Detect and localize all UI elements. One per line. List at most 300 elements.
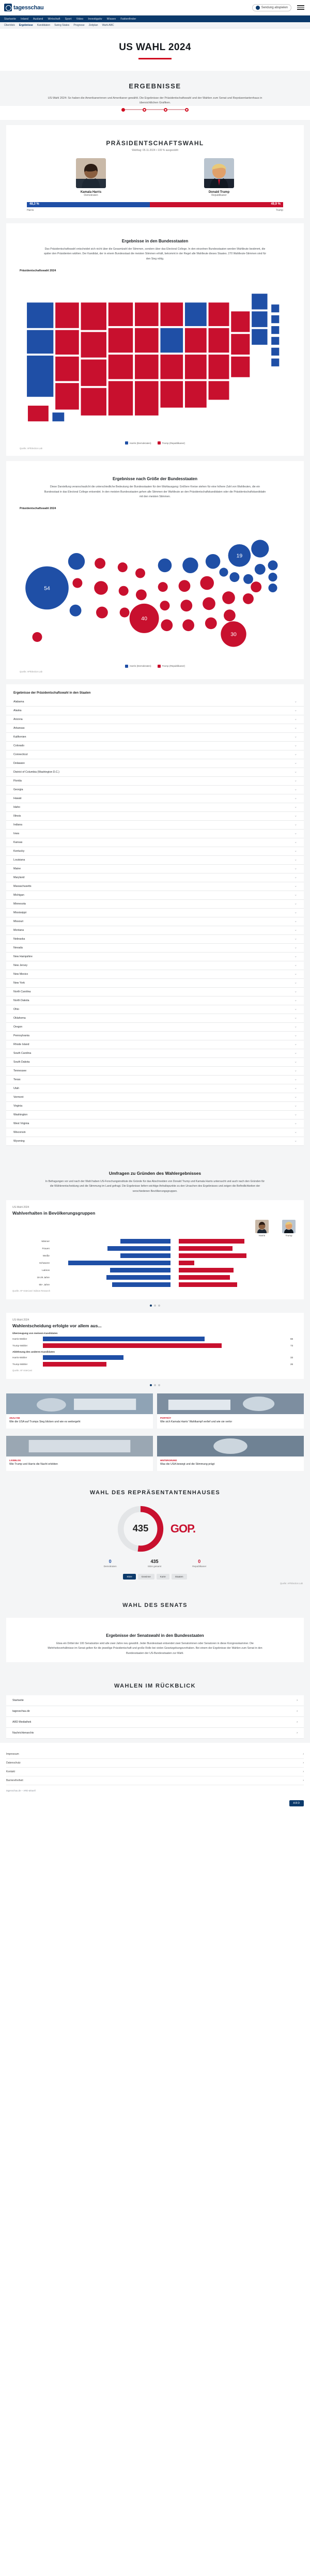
house-tab-sitze[interactable]: Sitze [123, 1574, 135, 1580]
step-dot-3[interactable] [164, 108, 167, 112]
state-row[interactable] [6, 917, 304, 926]
chart1-bar-trump [179, 1268, 234, 1276]
state-row[interactable] [6, 1076, 304, 1084]
chevron-down-icon: › [297, 1699, 298, 1703]
footer-link-label: Barrierefreiheit [6, 1779, 23, 1783]
svg-text:19: 19 [236, 553, 243, 559]
state-row[interactable] [6, 724, 304, 733]
chart1-bar-trump [179, 1246, 233, 1254]
teaser-card[interactable] [6, 1393, 153, 1429]
state-row[interactable] [6, 1023, 304, 1032]
chart1-group-row [12, 1275, 298, 1283]
bubble-legend-item-harris [125, 665, 151, 668]
electoral-college-heading: Ergebnisse in den Bundesstaaten [121, 238, 189, 243]
state-row[interactable] [6, 750, 304, 759]
state-row[interactable] [6, 698, 304, 707]
nav-item-startseite[interactable]: Startseite [4, 17, 17, 21]
state-name: North Dakota [13, 999, 29, 1002]
bubble-legend-item-trump [158, 665, 185, 668]
tagesschau-logo-text: tagesschau [13, 4, 44, 11]
chevron-down-icon: ‹ [295, 859, 298, 861]
teaser-kicker: LIVEBLOG [9, 1459, 21, 1462]
state-row[interactable] [6, 759, 304, 768]
chart1-group-label: Latinos [42, 1269, 50, 1272]
house-total-seats: 435 [132, 1522, 149, 1534]
popular-vote-captions [27, 209, 283, 212]
house-col-dem [104, 1559, 117, 1568]
state-row[interactable] [6, 1040, 304, 1049]
state-row[interactable] [6, 1111, 304, 1120]
state-row[interactable] [6, 1049, 304, 1058]
chart2-row-label: Harris-Wähler [12, 1356, 27, 1359]
survey-heading: Umfragen zu Gründen des Wahlergebnisses [109, 1170, 202, 1176]
nav-item-faktenfinder[interactable]: Faktenfinder [120, 17, 136, 21]
burger-menu-icon[interactable] [296, 4, 306, 11]
chart1-bar-trump [179, 1282, 237, 1290]
candidate-trump-party: Republikaner [211, 193, 227, 197]
electoral-map[interactable] [12, 274, 298, 439]
chevron-down-icon: ‹ [295, 1105, 298, 1107]
chevron-down-icon: ‹ [295, 754, 298, 755]
chart1-candidate-trump [280, 1220, 298, 1237]
presidential-heading-block [12, 131, 298, 153]
chevron-down-icon: ‹ [295, 701, 298, 702]
teaser-text [6, 1414, 153, 1429]
chevron-down-icon: ‹ [295, 956, 298, 957]
chart1-label-trump: Trump [285, 1234, 292, 1237]
chevron-down-icon: ‹ [295, 815, 298, 817]
state-name: Minnesota [13, 902, 26, 906]
retrospect-item-label: Startseite [12, 1699, 24, 1703]
chevron-down-icon: ‹ [295, 1131, 298, 1133]
state-name: Oregon [13, 1025, 23, 1029]
state-row[interactable] [6, 733, 304, 742]
size-map-text: Diese Darstellung veranschaulicht die unterschiedliche Bedeutung der Bundesstaaten für den Wahlausgang: Größere Kreise stehen für eine höhere Zahl von Wahlleuten, die ein Bundesstaat in das Electoral College entsendet. In den meisten Bundesstaaten gehen alle Stimmen der Wahlleute an den Präsidentschaftskandidaten oder die Präsidentschaftskandidatin mit den meisten Stimmen. [44, 485, 266, 499]
house-winner-label: GOP. [170, 1522, 196, 1535]
nav-item-wissen[interactable]: Wissen [106, 17, 116, 21]
state-row[interactable] [6, 715, 304, 724]
teaser-kicker: PORTRÄT [160, 1417, 172, 1420]
chevron-down-icon: ‹ [295, 771, 298, 773]
chart1-pagination[interactable] [0, 1305, 310, 1307]
popular-vote-bar [27, 202, 283, 207]
house-seat-numbers [0, 1559, 310, 1568]
chart2-rows [12, 1332, 298, 1367]
results-heading: ERGEBNISSE [129, 82, 181, 90]
chart1-avatar-harris [255, 1220, 269, 1233]
state-row[interactable] [6, 944, 304, 953]
state-row[interactable] [6, 856, 304, 865]
state-row[interactable] [6, 1005, 304, 1014]
chart1-value-trump: 55 [240, 1244, 243, 1247]
results-subtitle: US-Wahl 2024: So haben die Amerikanerinnen und Amerikaner gewählt. Die Ergebnisse der Präsidentschaftswahl und der Wahlen zum Senat und Repräsentantenhaus in übersichtlichen Grafiken. [48, 97, 262, 105]
candidate-trump[interactable] [155, 158, 283, 197]
chevron-down-icon: ‹ [295, 1017, 298, 1019]
site-footer [0, 1743, 310, 1797]
play-icon [256, 6, 260, 10]
chevron-down-icon: ‹ [295, 982, 298, 984]
chevron-down-icon: › [297, 1721, 298, 1724]
chevron-down-icon: ‹ [295, 885, 298, 887]
state-row[interactable] [6, 891, 304, 900]
teaser-kicker: ANALYSE [9, 1417, 20, 1420]
nav-item-wirtschaft[interactable]: Wirtschaft [48, 17, 60, 21]
teaser-image [157, 1436, 304, 1456]
chart2-dot-3[interactable] [158, 1384, 160, 1386]
state-name: Pennsylvania [13, 1034, 29, 1037]
step-seg-3 [167, 109, 185, 110]
house-tab-staaten[interactable]: Staaten [172, 1574, 187, 1580]
size-map-heading: Ergebnisse nach Größe der Bundesstaaten [112, 477, 198, 482]
state-name: Idaho [13, 805, 20, 809]
teaser-image [157, 1393, 304, 1414]
chevron-down-icon: ‹ [295, 824, 298, 825]
footer-link-label: Datenschutz [6, 1761, 21, 1765]
results-section [0, 71, 310, 1159]
teaser-image [6, 1393, 153, 1414]
state-row[interactable] [6, 979, 304, 988]
chart2-track [43, 1343, 288, 1348]
chart1-dot-1[interactable] [150, 1305, 152, 1307]
footer-link[interactable] [6, 1768, 304, 1776]
map-title: Präsidentschaftswahl 2024 [20, 269, 56, 272]
electoral-college-text-block [12, 229, 298, 262]
chart1-avatar-trump [282, 1220, 296, 1233]
chevron-down-icon: ‹ [295, 806, 298, 808]
chart1-candidate-legend [12, 1220, 298, 1237]
chevron-down-icon: ‹ [295, 1044, 298, 1045]
chart2-kicker: US-Wahl 2024 [12, 1318, 29, 1322]
popular-vote-dem-value: 48,3 % [29, 203, 39, 206]
retrospect-title: WAHLEN IM RÜCKBLICK [114, 1683, 196, 1690]
state-row[interactable] [6, 1102, 304, 1111]
bubble-map-source: Quelle: AP/Election Lab [20, 670, 42, 673]
state-name: Kalifornien [13, 735, 26, 739]
state-row[interactable] [6, 970, 304, 979]
chevron-down-icon: ‹ [295, 1026, 298, 1028]
teaser-card[interactable] [157, 1436, 304, 1471]
state-name: North Carolina [13, 990, 31, 993]
state-row[interactable] [6, 742, 304, 750]
state-row[interactable] [6, 830, 304, 838]
state-row[interactable] [6, 1137, 304, 1146]
teaser-card[interactable] [6, 1436, 153, 1471]
footer-link-label: Impressum [6, 1753, 19, 1756]
chevron-down-icon: › [297, 1710, 298, 1713]
step-dot-4[interactable] [185, 108, 189, 112]
chart1-group-row [12, 1282, 298, 1290]
state-row[interactable] [6, 812, 304, 821]
state-name: Wisconsin [13, 1130, 26, 1134]
chart1-value-trump: 49 [233, 1287, 236, 1290]
bubble-legend-label-trump: Trump (Republikaner) [162, 665, 185, 668]
state-name: Missouri [13, 919, 24, 923]
chevron-down-icon: ‹ [295, 1096, 298, 1098]
chart1-value-harris: 42 [122, 1244, 125, 1247]
subnav-item-zeitplan[interactable]: Zeitplan [88, 23, 98, 27]
chevron-down-icon: ‹ [295, 929, 298, 931]
state-row[interactable] [6, 786, 304, 794]
ard-logo: ARD [289, 1800, 304, 1806]
chart1-group-label: Männer [41, 1240, 50, 1243]
state-row[interactable] [6, 926, 304, 935]
chevron-down-icon: ‹ [295, 1061, 298, 1063]
chevron-down-icon: ‹ [295, 762, 298, 764]
chart1-group-row [12, 1253, 298, 1261]
state-name: Michigan [13, 893, 24, 897]
chevron-down-icon: ‹ [295, 727, 298, 729]
retrospect-item-label: Nachrichtenarchiv [12, 1731, 34, 1735]
popular-vote-dem-label: Harris [27, 208, 34, 212]
retrospect-item-label: ARD Mediathek [12, 1721, 32, 1724]
chevron-down-icon: ‹ [295, 745, 298, 746]
state-row[interactable] [6, 1084, 304, 1093]
state-row[interactable] [6, 1014, 304, 1023]
state-row[interactable] [6, 909, 304, 917]
chart1-value-trump: 57 [242, 1258, 245, 1261]
state-row[interactable] [6, 953, 304, 961]
house-tab-gewinne[interactable]: Gewinne [138, 1574, 154, 1580]
chart1-value-harris: 49 [114, 1287, 117, 1290]
retrospect-item[interactable] [6, 1706, 304, 1717]
state-name: Georgia [13, 788, 23, 791]
state-name: Oklahoma [13, 1016, 26, 1020]
house-source: Quelle: AP/Election Lab [280, 1582, 303, 1585]
state-name: New Jersey [13, 963, 28, 967]
chart2-track [43, 1362, 288, 1367]
retrospect-accordion [6, 1695, 304, 1739]
state-row[interactable] [6, 1058, 304, 1067]
state-row[interactable] [6, 1120, 304, 1128]
chevron-down-icon: ‹ [295, 1000, 298, 1001]
chevron-down-icon: ‹ [295, 1079, 298, 1080]
retrospect-section [0, 1672, 310, 1743]
state-name: Ohio [13, 1007, 19, 1011]
nav-item-video[interactable]: Video [76, 17, 84, 21]
senate-section [0, 1589, 310, 1672]
legend-label-harris: Harris (Demokraten) [129, 441, 151, 444]
chart1-value-trump: 13 [190, 1265, 193, 1268]
state-row[interactable] [6, 821, 304, 830]
chart2-value: 73 [290, 1344, 293, 1347]
chart1-group-label: 65+ Jahre [39, 1283, 50, 1286]
house-total-label: Sitze gesamt [147, 1565, 162, 1568]
retrospect-item[interactable] [6, 1728, 304, 1739]
svg-text:30: 30 [230, 632, 237, 638]
play-broadcast-button[interactable] [252, 4, 291, 11]
footer-link[interactable] [6, 1759, 304, 1768]
chart1-bar-harris [106, 1275, 171, 1283]
chart1-bar-trump [179, 1261, 194, 1268]
ard-logo-block [0, 1797, 310, 1814]
electoral-college-card [6, 223, 304, 456]
chart1-label-harris: Harris [258, 1234, 266, 1237]
chevron-down-icon: ‹ [295, 780, 298, 781]
secondary-nav[interactable] [0, 22, 310, 28]
state-name: Nevada [13, 946, 23, 949]
state-name: Iowa [13, 832, 19, 835]
state-row[interactable] [6, 794, 304, 803]
state-row[interactable] [6, 961, 304, 970]
chart-vote-motivation [6, 1313, 304, 1379]
state-name: Arizona [13, 717, 23, 721]
teaser-card[interactable] [157, 1393, 304, 1429]
chevron-down-icon: ‹ [295, 991, 298, 992]
chevron-down-icon: › [297, 1731, 298, 1735]
house-rep-value: 0 [198, 1558, 201, 1564]
svg-text:40: 40 [141, 616, 147, 622]
chart2-value: 33 [290, 1356, 293, 1359]
tagesschau-logo-mark [4, 4, 12, 11]
nav-item-investigativ[interactable]: Investigativ [88, 17, 102, 21]
state-name: Delaware [13, 761, 25, 765]
chart2-bar-row [12, 1355, 298, 1360]
state-row[interactable] [6, 935, 304, 944]
bubble-legend-swatch-harris [125, 665, 128, 668]
state-row[interactable] [6, 803, 304, 812]
chart1-bar-trump [179, 1253, 246, 1261]
chevron-down-icon: ‹ [295, 912, 298, 913]
state-row[interactable] [6, 847, 304, 856]
nav-item-inland[interactable]: Inland [21, 17, 28, 21]
subnav-item-swing-states[interactable]: Swing States [54, 23, 70, 27]
subnav-item-ueberblick[interactable]: Überblick [4, 23, 15, 27]
electoral-college-text: Das Präsidentschaftswahl entscheidet sich nicht über die Gesamtzahl der Stimmen, sondern über das Electoral College. In den einzelnen Bundesstaaten werden Wahlleute bestimmt, die später den Präsidenten wählen. Der Kandidat, der in einem Bundesstaat die meisten Stimmen erhält, bekommt in der Regel alle Wahlleute dieses Staates. 270 Wahlleute-Stimmen sind für den Sieg nötig. [43, 247, 267, 260]
footer-link[interactable] [6, 1750, 304, 1759]
state-name: Montana [13, 928, 24, 932]
senate-results-card [6, 1618, 304, 1663]
chevron-down-icon: ‹ [295, 850, 298, 852]
states-accordion [6, 684, 304, 1146]
size-map-title: Präsidentschaftswahl 2024 [20, 507, 56, 510]
chevron-right-icon: › [303, 1779, 304, 1783]
chart2-bar-row [12, 1362, 298, 1367]
bubble-legend-swatch-trump [158, 665, 161, 668]
state-row[interactable] [6, 838, 304, 847]
chart2-bar-fill [43, 1362, 106, 1367]
state-row[interactable] [6, 1067, 304, 1076]
teaser-text [157, 1456, 304, 1471]
teaser-row-1 [0, 1386, 310, 1429]
state-name: Nebraska [13, 937, 25, 941]
chart1-group-row [12, 1268, 298, 1276]
chevron-down-icon: ‹ [295, 1123, 298, 1124]
footer-link[interactable] [6, 1776, 304, 1785]
chevron-down-icon: ‹ [295, 947, 298, 948]
chevron-down-icon: ‹ [295, 868, 298, 869]
chart1-value-harris: 86 [70, 1265, 73, 1268]
state-row[interactable] [6, 1032, 304, 1040]
chart1-value-trump: 43 [226, 1280, 228, 1283]
states-accordion-heading: Ergebnisse der Präsidentschaftswahl in den Staaten [13, 691, 91, 695]
chevron-down-icon: ‹ [295, 718, 298, 720]
chevron-right-icon: › [303, 1770, 304, 1774]
subnav-item-kandidaten[interactable]: Kandidaten [37, 23, 51, 27]
chevron-down-icon: ‹ [295, 921, 298, 922]
chart1-value-harris: 54 [107, 1280, 111, 1283]
chart2-source: Quelle: AP VoteCast [12, 1369, 32, 1372]
state-row[interactable] [6, 707, 304, 715]
step-seg-2 [146, 109, 164, 110]
chart1-value-trump: 46 [229, 1272, 232, 1276]
subnav-item-wahl-abc[interactable]: Wahl-ABC [102, 23, 114, 27]
state-row[interactable] [6, 865, 304, 873]
primary-nav[interactable] [0, 16, 310, 22]
senate-results-text: Etwa ein Drittel der 100 Senatssitze wird alle zwei Jahre neu gewählt. Jeder Bundesstaat entsendet zwei Senatorinnen oder Senatoren in diese Kongresskammer. Die Mehrheitsverhältnisse im Senat gelten für die jeweilige Präsidentschaft und große Rolle bei vielen Gesetzgebungsvorhaben. Bei einem der Ergebnisse der Wahlen zum Senat in den Bundesstaaten der US-Bundesstaaten zur Wahl. [48, 1642, 262, 1655]
state-name: Kentucky [13, 849, 25, 853]
retrospect-item[interactable] [6, 1695, 304, 1706]
chart2-bar-row [12, 1343, 298, 1348]
subnav-item-prognose[interactable]: Prognose [73, 23, 85, 27]
chart1-dot-2[interactable] [154, 1305, 156, 1307]
candidate-harris-party: Demokraten [84, 193, 98, 197]
subnav-item-ergebnisse[interactable]: Ergebnisse [19, 23, 33, 27]
state-row[interactable] [6, 1093, 304, 1102]
senate-title: WAHL DES SENATS [122, 1602, 188, 1608]
chart1-source: Quelle: AP VoteCast / Edison Research [12, 1290, 51, 1293]
state-name: Wyoming [13, 1139, 25, 1143]
house-tab-karte[interactable]: Karte [157, 1574, 169, 1580]
tagesschau-logo[interactable] [4, 4, 44, 11]
house-section [0, 1479, 310, 1589]
chart1-bar-harris [120, 1239, 171, 1247]
house-title: WAHL DES REPRÄSENTANTENHAUSES [89, 1489, 221, 1496]
nav-item-sport[interactable]: Sport [65, 17, 72, 21]
chevron-down-icon: ‹ [295, 1070, 298, 1071]
chart2-dot-2[interactable] [154, 1384, 156, 1386]
state-row[interactable] [6, 777, 304, 786]
state-name: West Virginia [13, 1122, 29, 1125]
state-row[interactable] [6, 900, 304, 909]
house-rep-label: Republikaner [192, 1565, 207, 1568]
step-dot-2[interactable] [143, 108, 146, 112]
state-row[interactable] [6, 1128, 304, 1137]
house-tabs[interactable] [0, 1574, 310, 1580]
chart1-value-harris: 51 [111, 1272, 114, 1276]
chart1-dot-3[interactable] [158, 1305, 160, 1307]
teaser-text [157, 1414, 304, 1429]
bubble-map[interactable] [12, 512, 298, 662]
chart1-bar-harris [112, 1282, 171, 1290]
legend-swatch-trump [158, 441, 161, 444]
teaser-image [6, 1436, 153, 1456]
state-name: Indiana [13, 823, 23, 826]
progress-steps [0, 106, 310, 120]
nav-item-ausland[interactable]: Ausland [33, 17, 43, 21]
state-row[interactable] [6, 988, 304, 996]
candidate-harris[interactable] [27, 158, 155, 197]
chart1-bar-harris [107, 1246, 171, 1254]
chart2-dot-1[interactable] [150, 1384, 152, 1386]
popular-vote-rep [150, 202, 283, 207]
state-name: Utah [13, 1086, 19, 1090]
chart2-bar-row [12, 1337, 298, 1341]
state-name: Kansas [13, 840, 23, 844]
chart1-bar-harris [110, 1268, 171, 1276]
chart1-group-row [12, 1246, 298, 1254]
state-row[interactable] [6, 768, 304, 777]
chart1-bar-harris [68, 1261, 171, 1268]
state-row[interactable] [6, 882, 304, 891]
house-col-rep [192, 1559, 206, 1568]
retrospect-item[interactable] [6, 1717, 304, 1728]
state-row[interactable] [6, 873, 304, 882]
chart2-value: 26 [290, 1363, 293, 1366]
state-row[interactable] [6, 996, 304, 1005]
state-name: New Hampshire [13, 955, 33, 958]
step-dot-1[interactable] [121, 108, 125, 112]
teaser-headline: Wie Trump und Harris die Nacht erlebten [9, 1462, 58, 1466]
